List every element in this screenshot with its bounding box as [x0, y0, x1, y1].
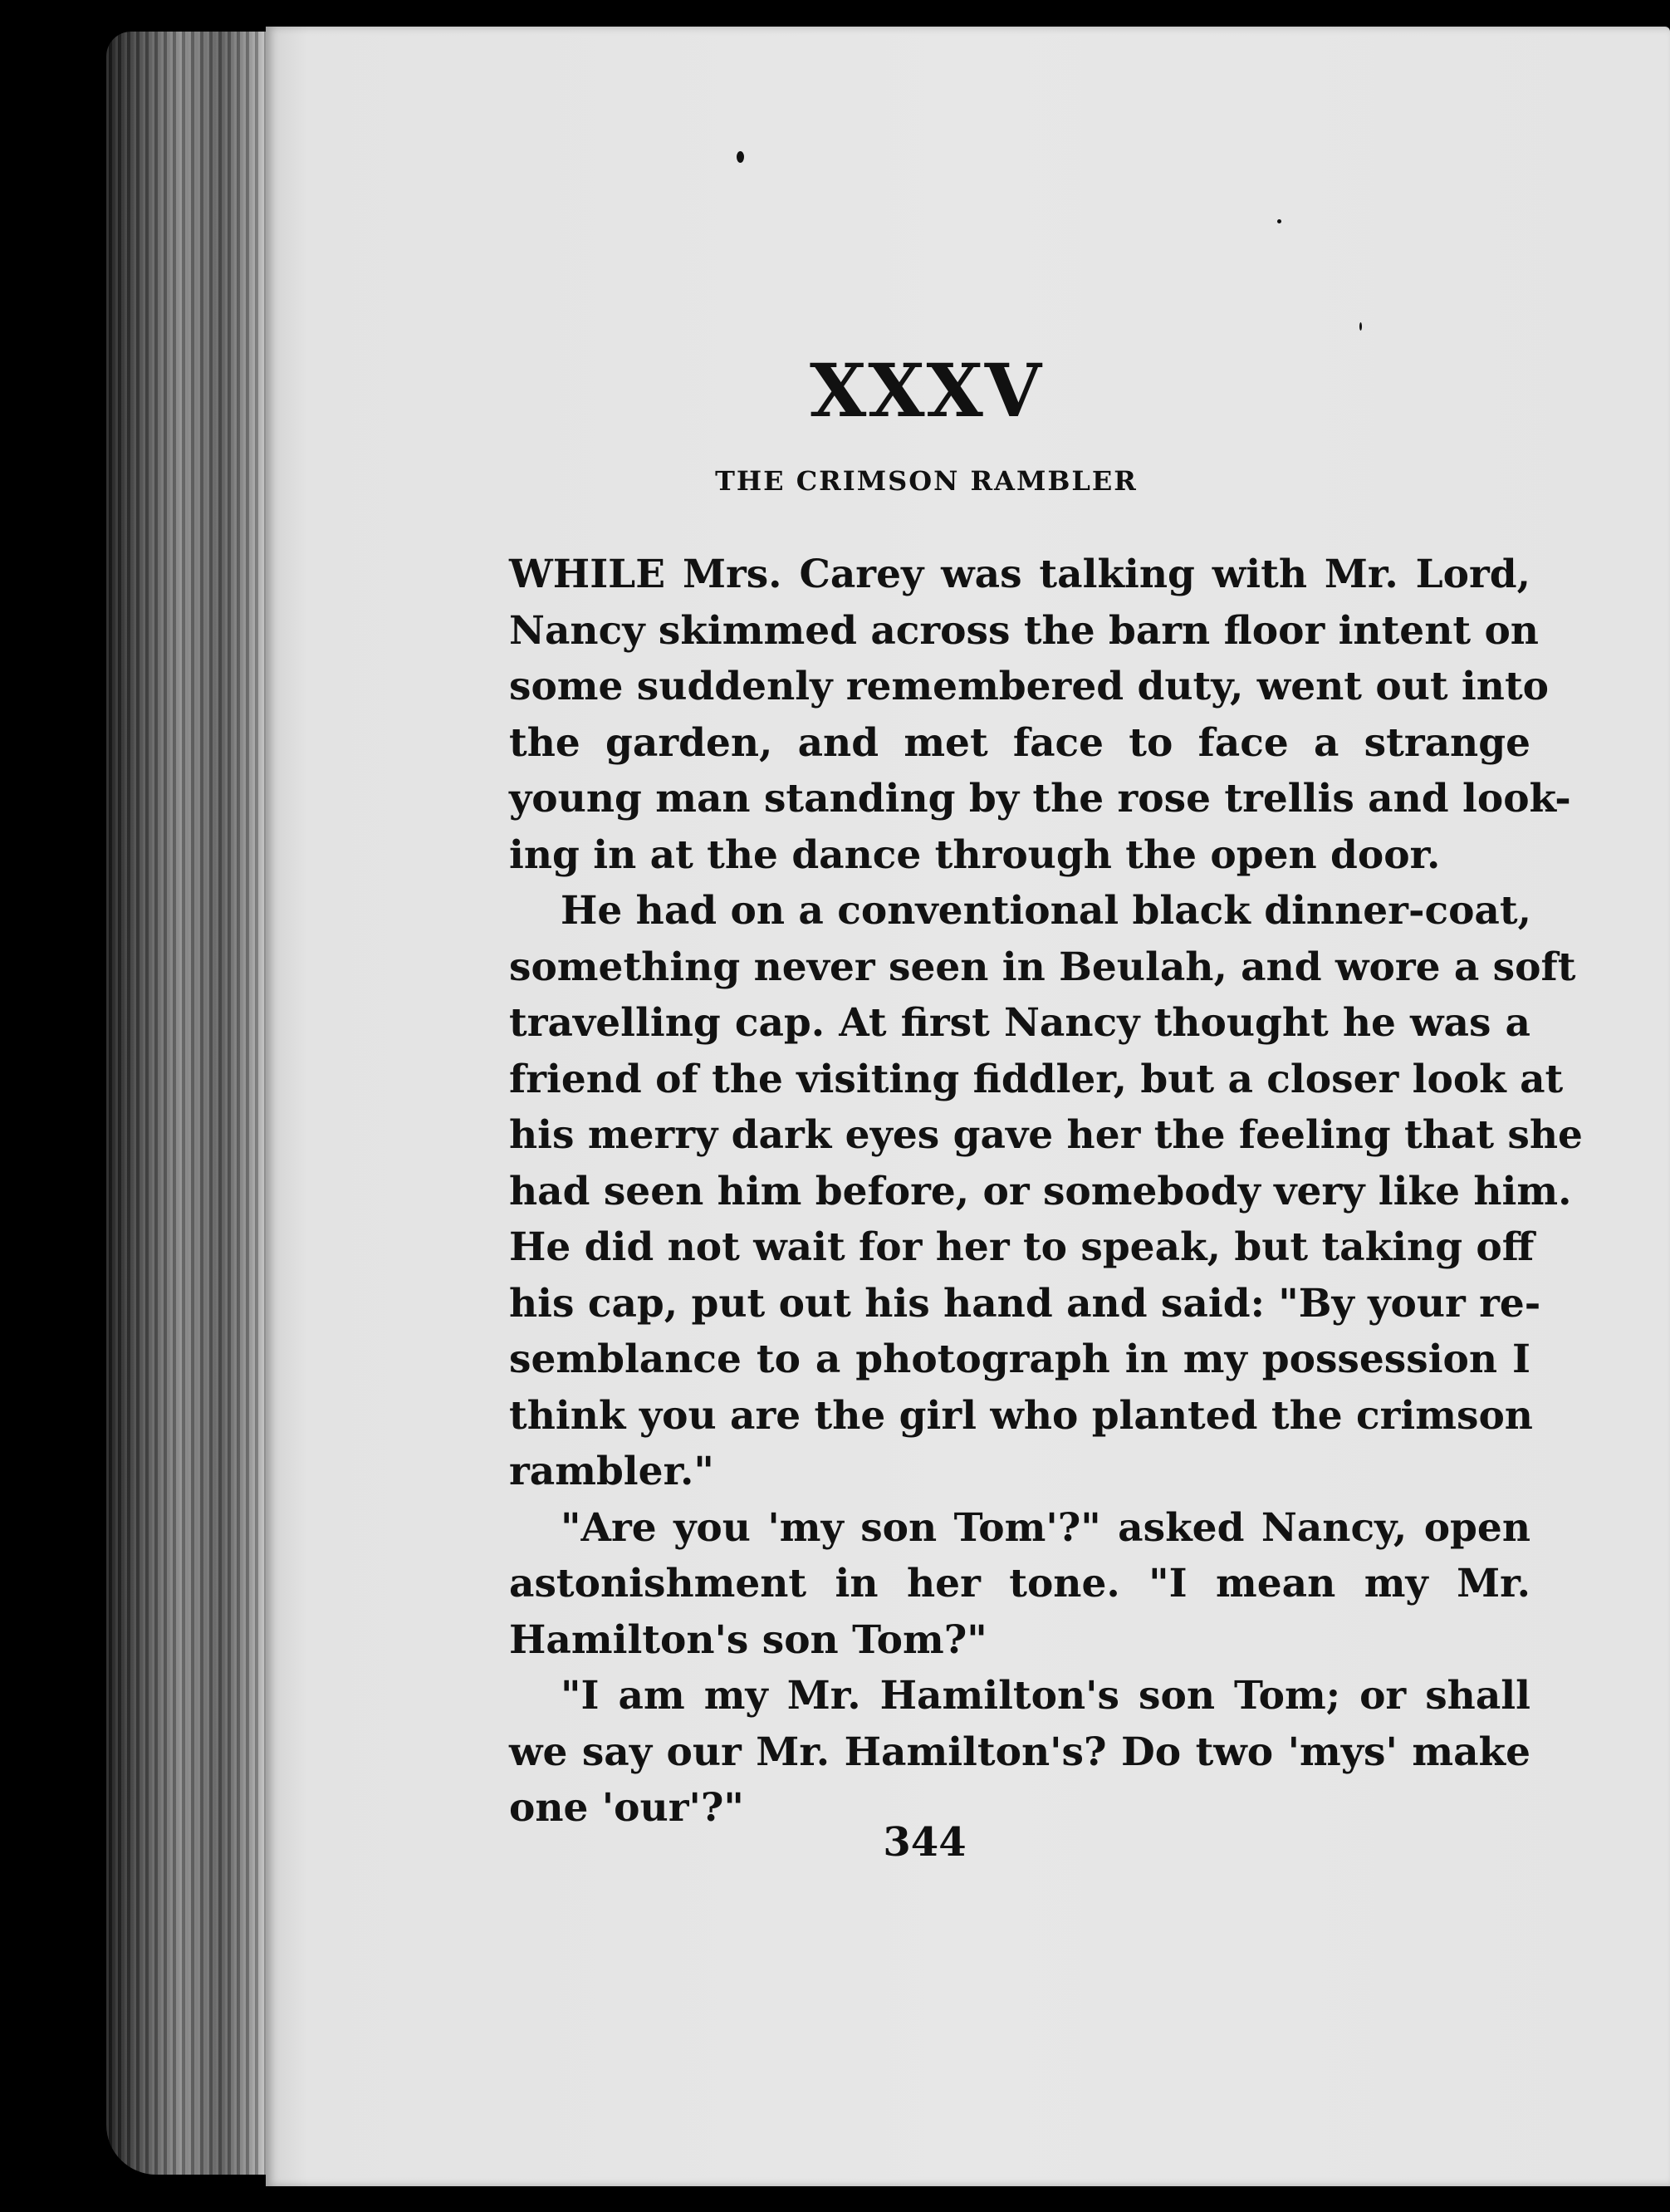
body-line: his cap, put out his hand and said: "By your re-: [509, 1280, 1541, 1327]
body-line: something never seen in Beulah, and wore a soft: [509, 944, 1576, 990]
body-line: He had on a conventional black dinner-coat,: [561, 888, 1531, 934]
body-line: friend of the visiting fiddler, but a closer look at: [509, 1056, 1564, 1102]
ink-speck: [1359, 322, 1362, 331]
page-number: 344: [883, 1819, 967, 1866]
ink-speck: [737, 151, 744, 163]
body-line: had seen him before, or somebody very like him.: [509, 1168, 1572, 1214]
body-line: Nancy skimmed across the barn floor intent on: [509, 607, 1539, 654]
body-line: semblance to a photograph in my possession I: [509, 1337, 1530, 1382]
ink-speck: [1277, 219, 1281, 223]
chapter-title: THE CRIMSON RAMBLER: [715, 465, 1138, 497]
body-line: astonishment in her tone. "I mean my Mr.: [509, 1561, 1530, 1606]
body-line: think you are the girl who planted the crimson: [509, 1392, 1533, 1439]
body-line: Hamilton's son Tom?": [509, 1616, 987, 1663]
body-line: He did not wait for her to speak, but taking off: [509, 1224, 1535, 1270]
body-line: rambler.": [509, 1449, 714, 1494]
body-text: [509, 547, 1583, 1837]
body-line: ing in at the dance through the open door.: [509, 831, 1441, 878]
body-line: the garden, and met face to face a strange: [509, 719, 1530, 766]
body-line: we say our Mr. Hamilton's? Do two 'mys' make: [509, 1729, 1530, 1775]
body-line: one 'our'?": [509, 1785, 744, 1831]
body-line: travelling cap. At first Nancy thought he was a: [509, 1000, 1530, 1046]
body-line: WHILE Mrs. Carey was talking with Mr. Lord,: [509, 552, 1530, 597]
body-line: young man standing by the rose trellis and look-: [509, 776, 1571, 822]
body-line: "Are you 'my son Tom'?" asked Nancy, open: [561, 1504, 1530, 1551]
body-line: some suddenly remembered duty, went out into: [509, 664, 1550, 709]
body-line: his merry dark eyes gave her the feeling that she: [509, 1112, 1583, 1158]
chapter-number: XXXV: [809, 347, 1044, 434]
body-line: "I am my Mr. Hamilton's son Tom; or shall: [561, 1673, 1530, 1719]
